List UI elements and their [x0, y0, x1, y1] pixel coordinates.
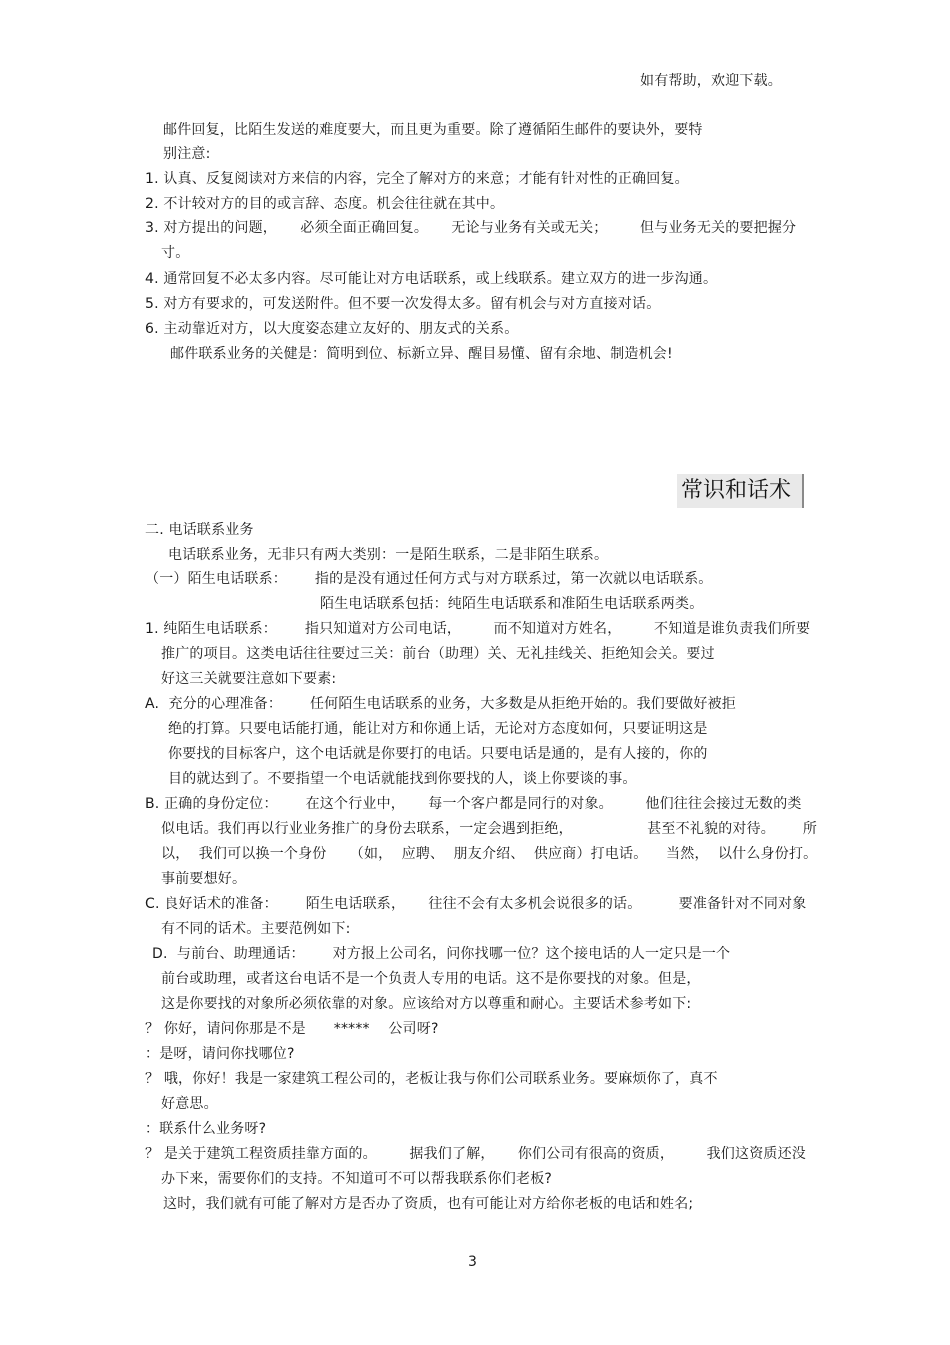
s1-line-2: 1. 认真、反复阅读对方来信的内容，完全了解对方的来意；才能有针对性的正确回复。: [145, 171, 689, 187]
s1-line-6: 4. 通常回复不必太多内容。尽可能让对方电话联系，或上线联系。建立双方的进一步沟通。: [145, 271, 718, 287]
s2-line-8: 绝的打算。只要电话能打通，能让对方和你通上话，无论对方态度如何，只要证明这是: [168, 721, 708, 737]
s2-line-26: 办下来，需要你们的支持。不知道可不可以帮我联系你们老板?: [161, 1171, 553, 1187]
s2-line-20: ？ 你好，请问你那是不是 ***** 公司呀?: [145, 1021, 439, 1037]
s2-line-27: 这时，我们就有可能了解对方是否办了资质，也有可能让对方给你老板的电话和姓名;: [163, 1196, 694, 1212]
s2-line-12: 似电话。我们再以行业业务推广的身份去联系，一定会遇到拒绝， 甚至不礼貌的对待。 所: [161, 821, 818, 837]
s2-line-14: 事前要想好。: [161, 871, 247, 887]
s2-line-3: 陌生电话联系包括：纯陌生电话联系和准陌生电话联系两类。: [320, 596, 704, 612]
section-badge: [677, 474, 804, 508]
s2-line-15: C. 良好话术的准备： 陌生电话联系， 往往不会有太多机会说很多的话。 要准备针对不同对象: [145, 896, 807, 912]
s2-line-7: A. 充分的心理准备： 任何陌生电话联系的业务，大多数是从拒绝开始的。我们要做好被拒: [145, 696, 736, 712]
s2-line-22: ？ 哦，你好！我是一家建筑工程公司的，老板让我与你们公司联系业务。要麻烦你了，真不: [145, 1071, 718, 1087]
s2-line-2: （一）陌生电话联系： 指的是没有通过任何方式与对方联系过，第一次就以电话联系。: [145, 571, 713, 587]
s2-line-21: ：是呀，请问你找哪位?: [145, 1046, 295, 1062]
s1-line-8: 6. 主动靠近对方，以大度姿态建立友好的、朋友式的关系。: [145, 321, 519, 337]
s2-line-11: B. 正确的身份定位： 在这个行业中， 每一个客户都是同行的对象。 他们往往会接过无数的类: [145, 796, 802, 812]
s2-line-5: 推广的项目。这类电话往往要过三关：前台（助理）关、无礼挂线关、拒绝知会关。要过: [161, 646, 715, 662]
s1-line-3: 2. 不计较对方的目的或言辞、态度。机会往往就在其中。: [145, 196, 505, 212]
s1-line-9: 邮件联系业务的关健是：简明到位、标新立异、醒目易懂、留有余地、制造机会!: [170, 346, 673, 362]
s2-line-23: 好意思。: [161, 1096, 218, 1112]
s2-line-18: 前台或助理，或者这台电话不是一个负责人专用的电话。这不是你要找的对象。但是，: [161, 971, 701, 987]
s2-line-10: 目的就达到了。不要指望一个电话就能找到你要找的人，谈上你要谈的事。: [168, 771, 637, 787]
page-number: 3: [468, 1254, 478, 1270]
s2-line-25: ？ 是关于建筑工程资质挂靠方面的。 据我们了解， 你们公司有很高的资质， 我们这资质还没: [145, 1146, 807, 1162]
s2-line-6: 好这三关就要注意如下要素:: [161, 671, 337, 687]
s2-line-19: 这是你要找的对象所必须依靠的对象。应该给对方以尊重和耐心。主要话术参考如下:: [161, 996, 692, 1012]
s1-line-7: 5. 对方有要求的，可发送附件。但不要一次发得太多。留有机会与对方直接对话。: [145, 296, 661, 312]
section-badge-label: 常识和话术: [681, 478, 792, 503]
s1-line-1: 别注意:: [163, 146, 211, 162]
s2-line-16: 有不同的话术。主要范例如下:: [161, 921, 351, 937]
s2-line-0: 二. 电话联系业务: [145, 522, 254, 538]
s2-line-4: 1. 纯陌生电话联系： 指只知道对方公司电话， 而不知道对方姓名， 不知道是谁负责我们所要: [145, 621, 811, 637]
header-note: 如有帮助，欢迎下载。: [640, 73, 782, 89]
s1-line-4: 3. 对方提出的问题， 必须全面正确回复。 无论与业务有关或无关； 但与业务无关的要把握分: [145, 220, 797, 236]
s2-line-9: 你要找的目标客户，这个电话就是你要打的电话。只要电话是通的，是有人接的，你的: [168, 746, 708, 762]
s2-line-17: D. 与前台、助理通话： 对方报上公司名，问你找哪一位？这个接电话的人一定只是一个: [152, 946, 731, 962]
s1-line-0: 邮件回复，比陌生发送的难度要大，而且更为重要。除了遵循陌生邮件的要诀外，要特: [163, 122, 703, 138]
s2-line-1: 电话联系业务，无非只有两大类别：一是陌生联系，二是非陌生联系。: [168, 547, 609, 563]
s1-line-5: 寸。: [161, 245, 190, 261]
s2-line-13: 以， 我们可以换一个身份 （如， 应聘、 朋友介绍、 供应商）打电话。 当然， 以什么身份打。: [161, 846, 818, 862]
s2-line-24: ：联系什么业务呀?: [145, 1121, 267, 1137]
